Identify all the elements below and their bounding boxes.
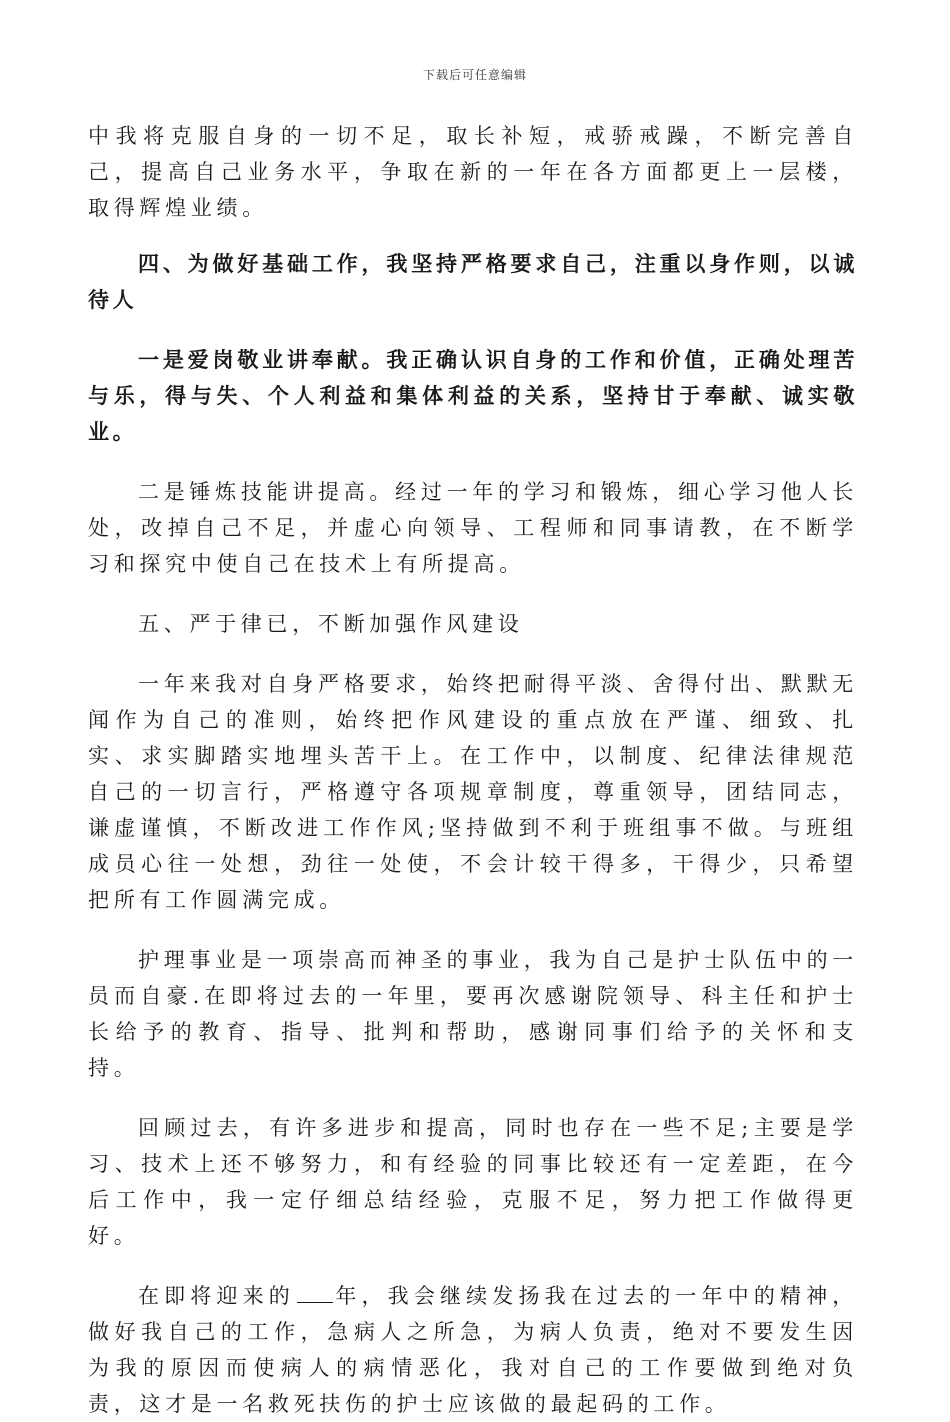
outlook-text-after-blank: 年，我会继续发扬我在过去的一年中的精神，做好我自己的工作，急病人之所急，为病人负责，绝对不要发生因为我的原因而使病人的病情恶化，我对自己的工作要做到绝对负责，这才是一名救死扶伤的护士应该做的最起码的工作。 [88,1284,858,1416]
paragraph-skills: 二是锤炼技能讲提高。经过一年的学习和锻炼，细心学习他人长处，改掉自己不足，并虚心向领导、工程师和同事请教，在不断学习和探究中使自己在技术上有所提高。 [88,480,858,576]
paragraph-outlook [88,1278,858,1422]
paragraph-dedication: 一是爱岗敬业讲奉献。我正确认识自身的工作和价值，正确处理苦与乐，得与失、个人利益和集体利益的关系，坚持甘于奉献、诚实敬业。 [88,347,858,444]
paragraph-continuation: 中我将克服自身的一切不足，取长补短，戒骄戒躁，不断完善自己，提高自己业务水平，争取在新的一年在各方面都更上一层楼，取得辉煌业绩。 [88,124,858,220]
section-heading-4: 四、为做好基础工作，我坚持严格要求自己，注重以身作则，以诚待人 [88,251,858,312]
outlook-text-before-blank: 在即将迎来的 [138,1284,295,1308]
document-body [88,118,858,1422]
year-blank [297,1281,333,1303]
section-heading-5: 五、严于律已，不断加强作风建设 [138,612,524,636]
paragraph-nursing-career: 护理事业是一项崇高而神圣的事业，我为自己是护士队伍中的一员而自豪.在即将过去的一年里，要再次感谢院领导、科主任和护士长给予的教育、指导、批判和帮助，感谢同事们给予的关怀和支持。 [88,948,858,1080]
page-header: 下载后可任意编辑 [422,68,527,82]
paragraph-self-discipline: 一年来我对自身严格要求，始终把耐得平淡、舍得付出、默默无闻作为自己的准则，始终把作风建设的重点放在严谨、细致、扎实、求实脚踏实地埋头苦干上。在工作中，以制度、纪律法律规范自己的一切言行，严格遵守各项规章制度，尊重领导，团结同志，谦虚谨慎，不断改进工作作风;坚持做到不利于班组事不做。与班组成员心往一处想，劲往一处使，不会计较干得多，干得少，只希望把所有工作圆满完成。 [88,672,858,912]
paragraph-review: 回顾过去，有许多进步和提高，同时也存在一些不足;主要是学习、技术上还不够努力，和有经验的同事比较还有一定差距，在今后工作中，我一定仔细总结经验，克服不足，努力把工作做得更好。 [88,1116,858,1248]
